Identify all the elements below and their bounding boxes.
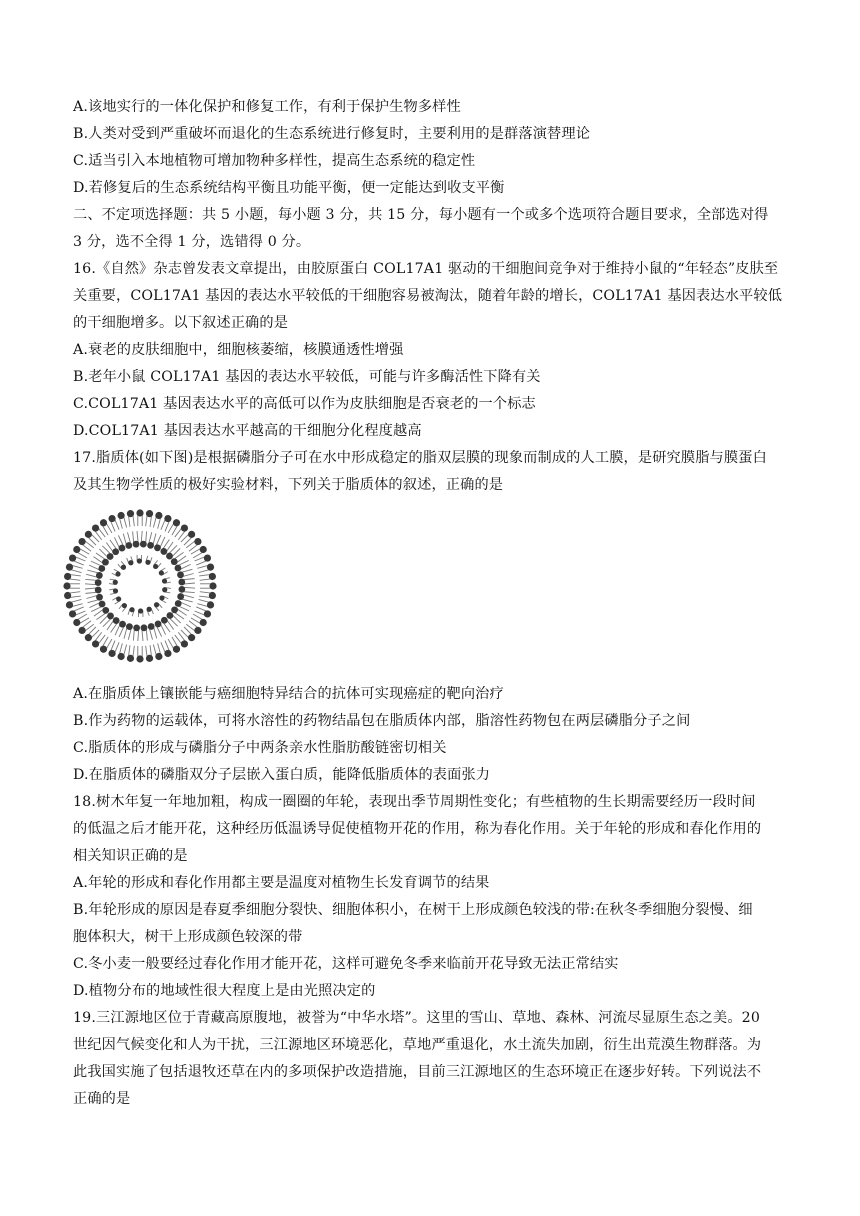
question-18-stem: 18.树木年复一年地加粗，构成一圈圈的年轮，表现出季节周期性变化；有些植物的生长期需要经历一段时间 [73, 794, 756, 810]
section-heading-cont: 3 分，选不全得 1 分，选错得 0 分。 [73, 234, 311, 250]
option-18b-cont: 胞体积大，树干上形成颜色较深的带 [73, 929, 303, 945]
question-19-stem-3: 此我国实施了包括退牧还草在内的多项保护改造措施，目前三江源地区的生态环境正在逐步好转。下列说法不 [73, 1064, 762, 1080]
question-16-stem-2: 关重要，COL17A1 基因的表达水平较低的干细胞容易被淘汰，随着年龄的增长，COL17A1 基因表达水平较低 [73, 288, 783, 304]
option-15d: D.若修复后的生态系统结构平衡且功能平衡，便一定能达到收支平衡 [73, 180, 505, 196]
liposome-diagram-icon [60, 506, 220, 666]
option-17a: A.在脂质体上镶嵌能与癌细胞特异结合的抗体可实现癌症的靶向治疗 [73, 686, 504, 702]
question-18-stem-3: 相关知识正确的是 [73, 848, 188, 864]
option-18c: C.冬小麦一般要经过春化作用才能开花，这样可避免冬季来临前开花导致无法正常结实 [73, 956, 619, 972]
option-16a: A.衰老的皮肤细胞中，细胞核萎缩，核膜通透性增强 [73, 342, 404, 358]
option-18b: B.年轮形成的原因是春夏季细胞分裂快、细胞体积小，在树干上形成颜色较浅的带:在秋冬季细胞分裂慢、细 [73, 902, 753, 918]
option-18d: D.植物分布的地域性很大程度上是由光照决定的 [73, 983, 376, 999]
question-16-stem: 16.《自然》杂志曾发表文章提出，由胶原蛋白 COL17A1 驱动的干细胞间竞争对于维持小鼠的“年轻态”皮肤至 [73, 261, 779, 277]
option-15a: A.该地实行的一体化保护和修复工作，有利于保护生物多样性 [73, 99, 461, 115]
option-17d: D.在脂质体的磷脂双分子层嵌入蛋白质，能降低脂质体的表面张力 [73, 767, 491, 783]
option-17b: B.作为药物的运载体，可将水溶性的药物结晶包在脂质体内部，脂溶性药物包在两层磷脂分子之间 [73, 713, 691, 729]
option-18a: A.年轮的形成和春化作用都主要是温度对植物生长发育调节的结果 [73, 875, 490, 891]
question-19-stem-2: 世纪因气候变化和人为干扰，三江源地区环境恶化，草地严重退化，水土流失加剧，衍生出荒漠生物群落。为 [73, 1037, 762, 1053]
question-18-stem-2: 的低温之后才能开花，这种经历低温诱导促使植物开花的作用，称为春化作用。关于年轮的形成和春化作用的 [73, 821, 762, 837]
option-16c: C.COL17A1 基因表达水平的高低可以作为皮肤细胞是否衰老的一个标志 [73, 396, 536, 412]
option-15c: C.适当引入本地植物可增加物种多样性，提高生态系统的稳定性 [73, 153, 476, 169]
option-15b: B.人类对受到严重破坏而退化的生态系统进行修复时，主要利用的是群落演替理论 [73, 126, 591, 142]
option-17c: C.脂质体的形成与磷脂分子中两条亲水性脂肪酸链密切相关 [73, 740, 447, 756]
section-heading: 二、不定项选择题：共 5 小题，每小题 3 分，共 15 分，每小题有一个或多个选项符合题目要求，全部选对得 [73, 207, 769, 223]
question-16-stem-3: 的干细胞增多。以下叙述正确的是 [73, 315, 289, 331]
option-16d: D.COL17A1 基因表达水平越高的干细胞分化程度越高 [73, 423, 422, 439]
option-16b: B.老年小鼠 COL17A1 基因的表达水平较低，可能与许多酶活性下降有关 [73, 369, 541, 385]
question-19-stem: 19.三江源地区位于青藏高原腹地，被誉为“中华水塔”。这里的雪山、草地、森林、河流尽显原生态之美。20 [73, 1010, 761, 1026]
question-19-stem-4: 正确的是 [73, 1091, 131, 1107]
question-17-stem-2: 及其生物学性质的极好实验材料，下列关于脂质体的叙述，正确的是 [73, 477, 504, 493]
question-17-stem: 17.脂质体(如下图)是根据磷脂分子可在水中形成稳定的脂双层膜的现象而制成的人工膜，是研究膜脂与膜蛋白 [73, 450, 767, 466]
